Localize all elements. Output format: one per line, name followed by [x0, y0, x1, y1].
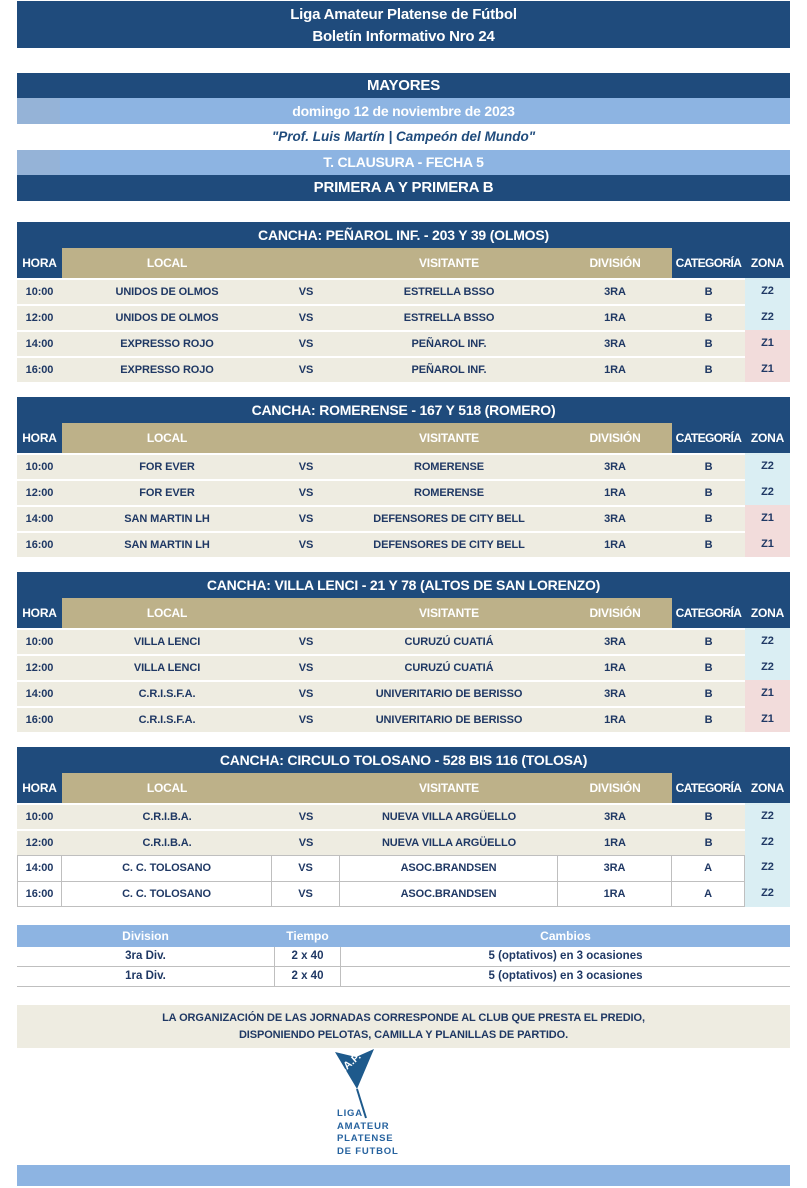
bulletin-header [17, 1, 790, 48]
vs-label: VS [272, 881, 340, 907]
rule-substitutions: 5 (optativos) en 3 ocasiones [341, 947, 790, 967]
vs-label: VS [272, 505, 340, 531]
match-zone: Z2 [745, 881, 790, 907]
bulletin-subtitle: Boletín Informativo Nro 24 [312, 28, 495, 45]
match-category: B [672, 479, 745, 505]
away-team: NUEVA VILLA ARGÜELLO [340, 829, 558, 855]
match-row [17, 304, 790, 330]
banner-tribute: "Prof. Luis Martín | Campeón del Mundo" [17, 124, 790, 150]
banner-category-label: MAYORES [366, 77, 441, 94]
vs-label: VS [272, 706, 340, 732]
venue-title: CANCHA: ROMERENSE - 167 Y 518 (ROMERO) [17, 397, 790, 423]
match-division: 1RA [558, 706, 672, 732]
match-category: B [672, 829, 745, 855]
match-zone: Z2 [745, 654, 790, 680]
column-header-hora: HORA [17, 598, 62, 628]
match-division: 3RA [558, 453, 672, 479]
match-time: 16:00 [17, 881, 62, 907]
match-category: B [672, 453, 745, 479]
note-line: LA ORGANIZACIÓN DE LAS JORNADAS CORRESPONDE AL CLUB QUE PRESTA EL PREDIO, [162, 1012, 645, 1024]
home-team: EXPRESSO ROJO [62, 356, 272, 382]
column-header-zona: ZONA [745, 773, 790, 803]
vs-label: VS [272, 654, 340, 680]
match-time: 10:00 [17, 453, 62, 479]
match-zone: Z1 [745, 330, 790, 356]
match-zone: Z2 [745, 453, 790, 479]
match-category: B [672, 680, 745, 706]
away-team: ASOC.BRANDSEN [340, 855, 558, 881]
away-team: UNIVERITARIO DE BERISSO [340, 680, 558, 706]
home-team: C.R.I.B.A. [62, 803, 272, 829]
accent-segment [17, 150, 60, 175]
column-header-division: DIVISIÓN [558, 598, 672, 628]
column-header-visitante: VISITANTE [340, 773, 558, 803]
match-time: 14:00 [17, 855, 62, 881]
away-team: ESTRELLA BSSO [340, 278, 558, 304]
away-team: ASOC.BRANDSEN [340, 881, 558, 907]
match-division: 3RA [558, 855, 672, 881]
column-header-division: DIVISIÓN [558, 248, 672, 278]
home-team: VILLA LENCI [62, 654, 272, 680]
column-header-hora: HORA [17, 248, 62, 278]
venue-title: CANCHA: PEÑAROL INF. - 203 Y 39 (OLMOS) [17, 222, 790, 248]
match-zone: Z2 [745, 628, 790, 654]
banner-divisions [17, 175, 790, 201]
match-row [17, 453, 790, 479]
banner-category [17, 73, 790, 98]
home-team: C.R.I.S.F.A. [62, 680, 272, 706]
away-team: DEFENSORES DE CITY BELL [340, 505, 558, 531]
home-team: SAN MARTIN LH [62, 505, 272, 531]
match-time: 14:00 [17, 680, 62, 706]
vs-label: VS [272, 304, 340, 330]
home-team: UNIDOS DE OLMOS [62, 304, 272, 330]
match-category: B [672, 706, 745, 732]
match-zone: Z1 [745, 356, 790, 382]
logo-caption-line: DE FUTBOL [337, 1146, 399, 1158]
match-category: A [672, 881, 745, 907]
match-zone: Z2 [745, 278, 790, 304]
column-header-zona: ZONA [745, 248, 790, 278]
vs-label: VS [272, 680, 340, 706]
column-header-local: LOCAL [62, 598, 272, 628]
venue-header-row [17, 248, 790, 278]
match-category: B [672, 505, 745, 531]
away-team: PEÑAROL INF. [340, 356, 558, 382]
venue-section [17, 397, 790, 557]
home-team: FOR EVER [62, 453, 272, 479]
match-row [17, 479, 790, 505]
away-team: UNIVERITARIO DE BERISSO [340, 706, 558, 732]
rules-header-division: Division [122, 929, 169, 943]
column-header-categoria: CATEGORÍA [672, 598, 745, 628]
column-header-categoria: CATEGORÍA [672, 423, 745, 453]
match-time: 16:00 [17, 706, 62, 732]
match-time: 10:00 [17, 278, 62, 304]
match-category: A [672, 855, 745, 881]
away-team: ROMERENSE [340, 479, 558, 505]
logo-caption-line: PLATENSE [337, 1133, 394, 1145]
match-row [17, 330, 790, 356]
match-division: 3RA [558, 278, 672, 304]
home-team: C. C. TOLOSANO [62, 855, 272, 881]
column-header-local: LOCAL [62, 423, 272, 453]
match-category: B [672, 278, 745, 304]
column-header-categoria: CATEGORÍA [672, 773, 745, 803]
match-time: 12:00 [17, 304, 62, 330]
column-header-vs-spacer [272, 773, 340, 803]
away-team: NUEVA VILLA ARGÜELLO [340, 803, 558, 829]
match-zone: Z2 [745, 479, 790, 505]
vs-label: VS [272, 531, 340, 557]
column-header-hora: HORA [17, 773, 62, 803]
column-header-division: DIVISIÓN [558, 423, 672, 453]
match-division: 3RA [558, 505, 672, 531]
match-row [17, 278, 790, 304]
venue-section [17, 572, 790, 732]
match-zone: Z1 [745, 531, 790, 557]
match-zone: Z2 [745, 803, 790, 829]
away-team: ESTRELLA BSSO [340, 304, 558, 330]
home-team: FOR EVER [62, 479, 272, 505]
column-header-zona: ZONA [745, 598, 790, 628]
venue-header-row [17, 773, 790, 803]
column-header-division: DIVISIÓN [558, 773, 672, 803]
vs-label: VS [272, 278, 340, 304]
footer-bar [17, 1165, 790, 1186]
match-time: 10:00 [17, 803, 62, 829]
rules-header-tiempo: Tiempo [286, 929, 329, 943]
column-header-visitante: VISITANTE [340, 248, 558, 278]
venue-title: CANCHA: CIRCULO TOLOSANO - 528 BIS 116 (TOLOSA) [17, 747, 790, 773]
banner-stage [17, 150, 790, 175]
rule-time: 2 x 40 [274, 947, 341, 967]
match-division: 1RA [558, 304, 672, 330]
rules-table [17, 925, 790, 987]
match-zone: Z2 [745, 829, 790, 855]
logo-caption-line: LIGA [337, 1108, 363, 1119]
banner-stage-label: T. CLAUSURA - FECHA 5 [323, 154, 484, 170]
match-row [17, 829, 790, 855]
match-time: 16:00 [17, 531, 62, 557]
note-line: DISPONIENDO PELOTAS, CAMILLA Y PLANILLAS DE PARTIDO. [238, 1029, 569, 1041]
match-row [17, 803, 790, 829]
away-team: DEFENSORES DE CITY BELL [340, 531, 558, 557]
match-division: 1RA [558, 479, 672, 505]
match-zone: Z1 [745, 505, 790, 531]
match-row [17, 628, 790, 654]
match-division: 1RA [558, 829, 672, 855]
match-category: B [672, 531, 745, 557]
logo-caption-line: AMATEUR [337, 1120, 390, 1132]
column-header-vs-spacer [272, 423, 340, 453]
lap-flag-text: L.A.P. [334, 1050, 364, 1079]
column-header-visitante: VISITANTE [340, 423, 558, 453]
column-header-visitante: VISITANTE [340, 598, 558, 628]
home-team: EXPRESSO ROJO [62, 330, 272, 356]
home-team: UNIDOS DE OLMOS [62, 278, 272, 304]
away-team: CURUZÚ CUATIÁ [340, 654, 558, 680]
match-category: B [672, 628, 745, 654]
match-division: 1RA [558, 531, 672, 557]
column-header-vs-spacer [272, 598, 340, 628]
match-row [17, 531, 790, 557]
home-team: SAN MARTIN LH [62, 531, 272, 557]
banner-date [17, 98, 790, 124]
column-header-zona: ZONA [745, 423, 790, 453]
match-category: B [672, 803, 745, 829]
match-time: 12:00 [17, 654, 62, 680]
match-time: 10:00 [17, 628, 62, 654]
match-row [17, 654, 790, 680]
banner-date-label: domingo 12 de noviembre de 2023 [292, 103, 515, 119]
match-category: B [672, 654, 745, 680]
match-row [17, 505, 790, 531]
away-team: ROMERENSE [340, 453, 558, 479]
match-zone: Z2 [745, 304, 790, 330]
match-division: 1RA [558, 654, 672, 680]
match-category: B [672, 356, 745, 382]
match-row [17, 680, 790, 706]
vs-label: VS [272, 356, 340, 382]
page-title: Liga Amateur Platense de Fútbol [290, 6, 517, 23]
away-team: CURUZÚ CUATIÁ [340, 628, 558, 654]
home-team: C.R.I.S.F.A. [62, 706, 272, 732]
venue-title: CANCHA: VILLA LENCI - 21 Y 78 (ALTOS DE SAN LORENZO) [17, 572, 790, 598]
home-team: C.R.I.B.A. [62, 829, 272, 855]
match-category: B [672, 330, 745, 356]
column-header-categoria: CATEGORÍA [672, 248, 745, 278]
match-zone: Z1 [745, 680, 790, 706]
match-row [17, 356, 790, 382]
venue-section [17, 747, 790, 907]
home-team: C. C. TOLOSANO [62, 881, 272, 907]
venue-header-row [17, 423, 790, 453]
match-row [17, 855, 790, 881]
match-division: 3RA [558, 803, 672, 829]
match-division: 3RA [558, 330, 672, 356]
rules-header-row [17, 925, 790, 947]
banner-divisions-label: PRIMERA A Y PRIMERA B [313, 179, 494, 196]
venue-header-row [17, 598, 790, 628]
rule-time: 2 x 40 [274, 967, 341, 987]
vs-label: VS [272, 829, 340, 855]
match-time: 12:00 [17, 479, 62, 505]
column-header-hora: HORA [17, 423, 62, 453]
vs-label: VS [272, 479, 340, 505]
rule-substitutions: 5 (optativos) en 3 ocasiones [341, 967, 790, 987]
rule-division: 1ra Div. [17, 967, 274, 987]
match-time: 14:00 [17, 330, 62, 356]
match-category: B [672, 304, 745, 330]
match-zone: Z2 [745, 855, 790, 881]
rule-division: 3ra Div. [17, 947, 274, 967]
match-time: 14:00 [17, 505, 62, 531]
note-box [17, 1005, 790, 1048]
column-header-local: LOCAL [62, 248, 272, 278]
match-division: 1RA [558, 881, 672, 907]
column-header-vs-spacer [272, 248, 340, 278]
logo-caption [337, 1108, 399, 1159]
venue-section [17, 222, 790, 382]
match-row [17, 881, 790, 907]
away-team: PEÑAROL INF. [340, 330, 558, 356]
vs-label: VS [272, 855, 340, 881]
vs-label: VS [272, 803, 340, 829]
vs-label: VS [272, 330, 340, 356]
match-division: 3RA [558, 680, 672, 706]
rules-row [17, 967, 790, 987]
match-zone: Z1 [745, 706, 790, 732]
rules-row [17, 947, 790, 967]
vs-label: VS [272, 628, 340, 654]
match-division: 3RA [558, 628, 672, 654]
home-team: VILLA LENCI [62, 628, 272, 654]
accent-segment [17, 98, 60, 124]
rules-header-cambios: Cambios [540, 929, 591, 943]
vs-label: VS [272, 453, 340, 479]
match-division: 1RA [558, 356, 672, 382]
match-row [17, 706, 790, 732]
match-time: 12:00 [17, 829, 62, 855]
league-logo [17, 1048, 790, 1165]
column-header-local: LOCAL [62, 773, 272, 803]
match-time: 16:00 [17, 356, 62, 382]
